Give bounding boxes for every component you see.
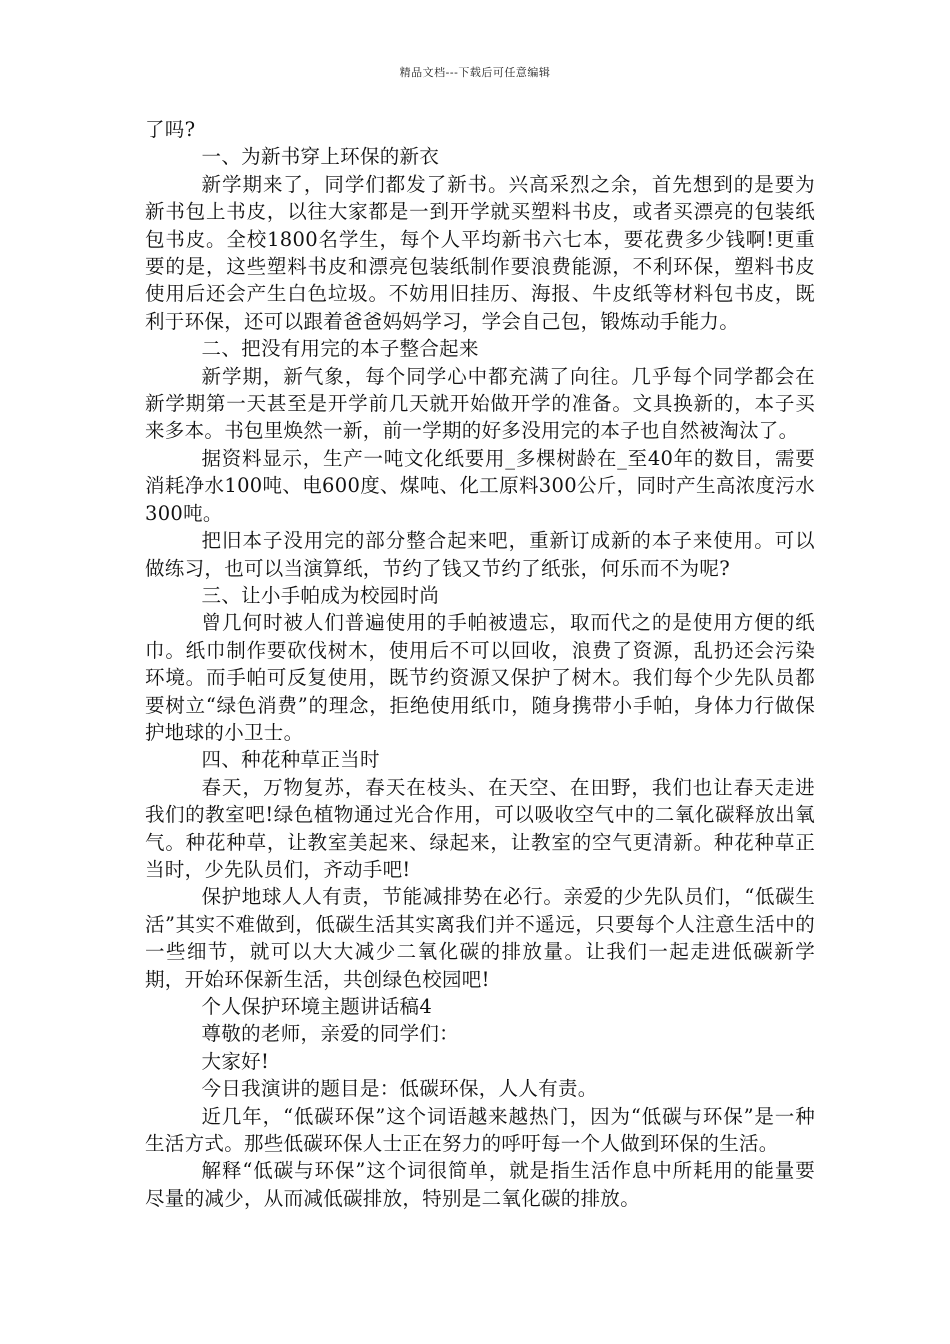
paragraph: 新学期，新气象，每个同学心中都充满了向往。几乎每个同学都会在新学期第一天甚至是开学前几天就开始做开学的准备。文具换新的，本子买来多本。书包里焕然一新，前一学期的好多没用完的本子也自然被淘汰了。 xyxy=(145,364,815,443)
paragraph: 据资料显示，生产一吨文化纸要用_多棵树龄在_至40年的数目，需要消耗净水100吨、电600度、煤吨、化工原料300公斤，同时产生高浓度污水300吨。 xyxy=(145,446,815,525)
paragraph: 了吗? xyxy=(145,118,196,141)
paragraph: 近几年，“低碳环保”这个词语越来越热门，因为“低碳与环保”是一种生活方式。那些低碳环保人士正在努力的呼吁每一个人做到环保的生活。 xyxy=(145,1104,815,1156)
salutation: 尊敬的老师，亲爱的同学们： xyxy=(201,1022,459,1046)
section-heading: 一、为新书穿上环保的新衣 xyxy=(201,145,440,169)
section-heading: 三、让小手帕成为校园时尚 xyxy=(201,583,440,607)
paragraph: 保护地球人人有责，节能减排势在必行。亲爱的少先队员们，“低碳生活”其实不难做到，低碳生活其实离我们并不遥远，只要每个人注意生活中的一些细节，就可以大大减少二氧化碳的排放量。让我们一起走进低碳新学期，开始环保新生活，共创绿色校园吧! xyxy=(145,885,815,991)
page-header: 精品文档---下载后可任意编辑 xyxy=(399,66,551,79)
greeting: 大家好! xyxy=(201,1049,270,1073)
paragraph: 曾几何时被人们普遍使用的手帕被遗忘，取而代之的是使用方便的纸巾。纸巾制作要砍伐树木，使用后不可以回收，浪费了资源，乱扔还会污染环境。而手帕可反复使用，既节约资源又保护了树木。我们每个少先队员都要树立“绿色消费”的理念，拒绝使用纸巾，随身携带小手帕，身体力行做保护地球的小卫士。 xyxy=(145,611,815,744)
section-heading: 四、种花种草正当时 xyxy=(201,748,380,772)
paragraph: 春天，万物复苏，春天在枝头、在天空、在田野，我们也让春天走进我们的教室吧!绿色植物通过光合作用，可以吸收空气中的二氧化碳释放出氧气。种花种草，让教室美起来、绿起来，让教室的空气更清新。种花种草正当时，少先队员们，齐动手吧! xyxy=(145,775,815,881)
speech-title: 个人保护环境主题讲话稿4 xyxy=(201,995,433,1018)
paragraph: 新学期来了，同学们都发了新书。兴高采烈之余，首先想到的是要为新书包上书皮，以往大家都是一到开学就买塑料书皮，或者买漂亮的包装纸包书皮。全校1800名学生，每个人平均新书六七本，要花费多少钱啊!更重要的是，这些塑料书皮和漂亮包装纸制作要浪费能源，不利环保，塑料书皮使用后还会产生白色垃圾。不妨用旧挂历、海报、牛皮纸等材料包书皮，既利于环保，还可以跟着爸爸妈妈学习，学会自己包，锻炼动手能力。 xyxy=(145,172,815,333)
paragraph: 今日我演讲的题目是：低碳环保，人人有责。 xyxy=(201,1077,598,1101)
paragraph: 把旧本子没用完的部分整合起来吧，重新订成新的本子来使用。可以做练习，也可以当演算纸，节约了钱又节约了纸张，何乐而不为呢? xyxy=(145,529,815,580)
paragraph: 解释“低碳与环保”这个词很简单，就是指生活作息中所耗用的能量要尽量的减少，从而减低碳排放，特别是二氧化碳的排放。 xyxy=(145,1159,815,1210)
document-body xyxy=(145,116,815,1212)
section-heading: 二、把没有用完的本子整合起来 xyxy=(201,337,479,361)
